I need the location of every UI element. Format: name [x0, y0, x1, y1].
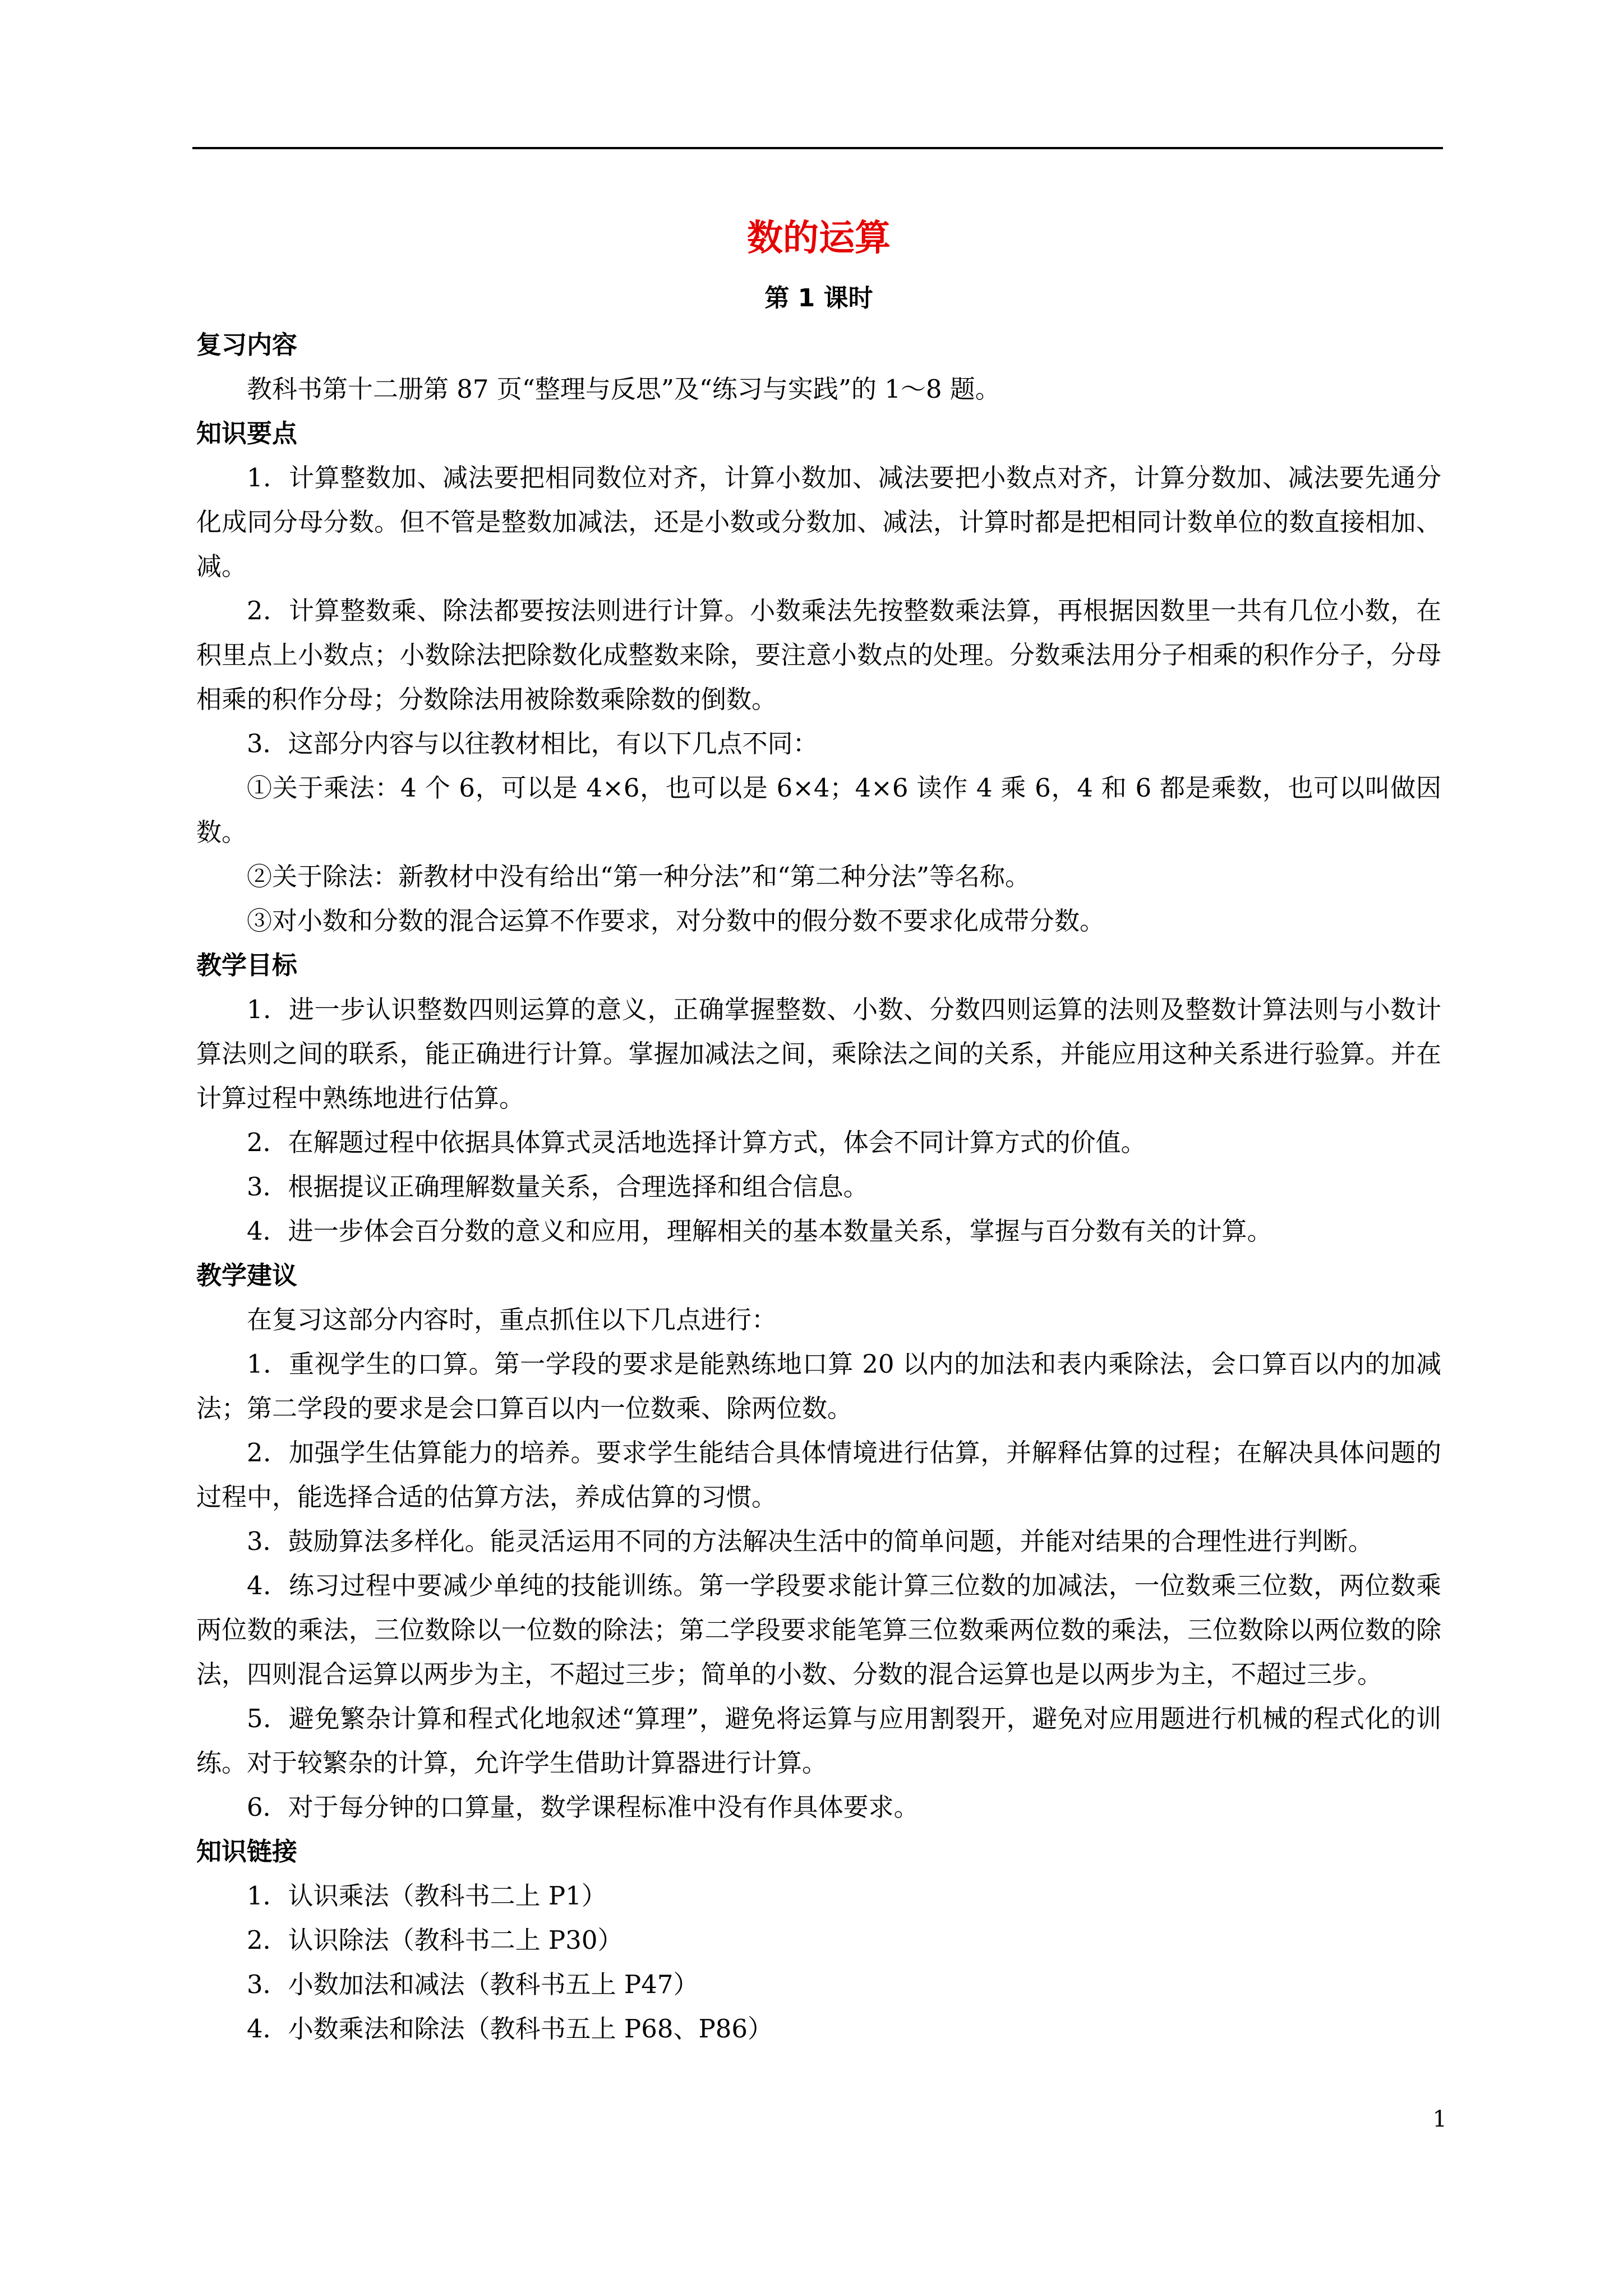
suggestion-paragraph: 1．重视学生的口算。第一学段的要求是能熟练地口算 20 以内的加法和表内乘除法，会口算百以内的加减法；第二学段的要求是会口算百以内一位数乘、除两位数。 [196, 1349, 1441, 1423]
suggestion-paragraph: 4．练习过程中要减少单纯的技能训练。第一学段要求能计算三位数的加减法，一位数乘三位数，两位数乘两位数的乘法，三位数除以一位数的除法；第二学段要求能笔算三位数乘两位数的乘法，三位数除以两位数的除法，四则混合运算以两步为主，不超过三步；简单的小数、分数的混合运算也是以两步为主，不超过三步。 [196, 1571, 1441, 1689]
header-rule [192, 147, 1443, 149]
key-point-paragraph: 2．计算整数乘、除法都要按法则进行计算。小数乘法先按整数乘法算，再根据因数里一共有几位小数，在积里点上小数点；小数除法把除数化成整数来除，要注意小数点的处理。分数乘法用分子相乘的积作分子，分母相乘的积作分母；分数除法用被除数乘除数的倒数。 [196, 596, 1441, 714]
suggestion-paragraph: 在复习这部分内容时，重点抓住以下几点进行： [247, 1305, 777, 1335]
section-heading-links: 知识链接 [196, 1837, 298, 1866]
suggestion-paragraph: 3．鼓励算法多样化。能灵活运用不同的方法解决生活中的简单问题，并能对结果的合理性进行判断。 [247, 1526, 1373, 1556]
goal-paragraph: 2．在解题过程中依据具体算式灵活地选择计算方式，体会不同计算方式的价值。 [247, 1128, 1146, 1157]
goal-paragraph: 3．根据提议正确理解数量关系，合理选择和组合信息。 [247, 1172, 869, 1202]
key-point-paragraph: ③对小数和分数的混合运算不作要求，对分数中的假分数不要求化成带分数。 [247, 906, 1105, 936]
link-item: 3．小数加法和减法（教科书五上 P47） [247, 1970, 699, 1999]
suggestion-paragraph: 6．对于每分钟的口算量，数学课程标准中没有作具体要求。 [247, 1792, 919, 1822]
link-item: 4．小数乘法和除法（教科书五上 P68、P86） [247, 2014, 773, 2044]
key-point-paragraph: 1．计算整数加、减法要把相同数位对齐，计算小数加、减法要把小数点对齐，计算分数加、减法要先通分化成同分母分数。但不管是整数加减法，还是小数或分数加、减法，计算时都是把相同计数单位的数直接相加、减。 [196, 463, 1441, 581]
key-point-paragraph: ①关于乘法：4 个 6，可以是 4×6，也可以是 6×4；4×6 读作 4 乘 6，4 和 6 都是乘数，也可以叫做因数。 [196, 773, 1441, 847]
page-number: 1 [1432, 2106, 1447, 2132]
suggestion-paragraph: 5．避免繁杂计算和程式化地叙述“算理”，避免将运算与应用割裂开，避免对应用题进行机械的程式化的训练。对于较繁杂的计算，允许学生借助计算器进行计算。 [196, 1704, 1441, 1778]
page-title: 数的运算 [747, 218, 891, 259]
document-body [196, 210, 1441, 2051]
goal-paragraph: 1．进一步认识整数四则运算的意义，正确掌握整数、小数、分数四则运算的法则及整数计算法则与小数计算法则之间的联系，能正确进行计算。掌握加减法之间，乘除法之间的关系，并能应用这种关系进行验算。并在计算过程中熟练地进行估算。 [196, 995, 1441, 1113]
section-heading-key-points: 知识要点 [196, 418, 298, 448]
suggestion-paragraph: 2．加强学生估算能力的培养。要求学生能结合具体情境进行估算，并解释估算的过程；在解决具体问题的过程中，能选择合适的估算方法，养成估算的习惯。 [196, 1438, 1441, 1512]
link-item: 2．认识除法（教科书二上 P30） [247, 1925, 623, 1955]
lesson-subtitle: 第 1 课时 [764, 284, 873, 312]
key-point-paragraph: 3．这部分内容与以往教材相比，有以下几点不同： [247, 729, 818, 758]
link-item: 1．认识乘法（教科书二上 P1） [247, 1881, 607, 1911]
section-heading-suggestions: 教学建议 [196, 1260, 298, 1290]
section-heading-review: 复习内容 [196, 330, 298, 360]
goal-paragraph: 4．进一步体会百分数的意义和应用，理解相关的基本数量关系，掌握与百分数有关的计算。 [247, 1216, 1272, 1246]
key-point-paragraph: ②关于除法：新教材中没有给出“第一种分法”和“第二种分法”等名称。 [247, 862, 1031, 891]
review-paragraph: 教科书第十二册第 87 页“整理与反思”及“练习与实践”的 1～8 题。 [247, 374, 1000, 404]
section-heading-goals: 教学目标 [196, 950, 298, 980]
